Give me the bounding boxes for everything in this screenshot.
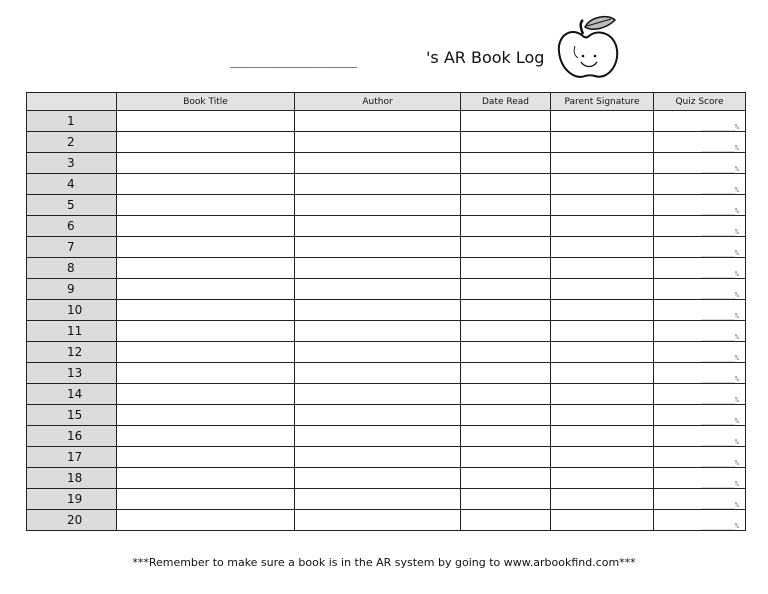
row-number: 17 — [27, 447, 117, 468]
author-cell[interactable] — [295, 279, 461, 300]
book-title-cell[interactable] — [117, 510, 295, 531]
book-title-cell[interactable] — [117, 468, 295, 489]
parent-signature-cell[interactable] — [551, 111, 654, 132]
parent-signature-cell[interactable] — [551, 258, 654, 279]
parent-signature-cell[interactable] — [551, 468, 654, 489]
quiz-score-cell[interactable]: ________% — [654, 489, 746, 510]
book-log-body — [27, 111, 746, 531]
row-number: 8 — [27, 258, 117, 279]
date-read-cell[interactable] — [461, 300, 551, 321]
parent-signature-cell[interactable] — [551, 132, 654, 153]
book-title-cell[interactable] — [117, 195, 295, 216]
row-number: 20 — [27, 510, 117, 531]
table-row — [27, 489, 746, 510]
row-number: 19 — [27, 489, 117, 510]
parent-signature-cell[interactable] — [551, 174, 654, 195]
table-header-row — [27, 93, 746, 111]
author-cell[interactable] — [295, 321, 461, 342]
parent-signature-cell[interactable] — [551, 237, 654, 258]
quiz-score-cell[interactable]: ________% — [654, 426, 746, 447]
author-cell[interactable] — [295, 468, 461, 489]
book-title-cell[interactable] — [117, 111, 295, 132]
quiz-score-cell[interactable]: ________% — [654, 174, 746, 195]
book-title-cell[interactable] — [117, 237, 295, 258]
parent-signature-cell[interactable] — [551, 300, 654, 321]
date-read-cell[interactable] — [461, 216, 551, 237]
table-row — [27, 384, 746, 405]
author-cell[interactable] — [295, 510, 461, 531]
quiz-score-cell[interactable]: ________% — [654, 237, 746, 258]
table-row — [27, 174, 746, 195]
date-read-cell[interactable] — [461, 510, 551, 531]
quiz-score-cell[interactable]: ________% — [654, 195, 746, 216]
book-title-cell[interactable] — [117, 216, 295, 237]
book-title-cell[interactable] — [117, 258, 295, 279]
parent-signature-cell[interactable] — [551, 342, 654, 363]
author-cell[interactable] — [295, 258, 461, 279]
table-row — [27, 279, 746, 300]
date-read-cell[interactable] — [461, 132, 551, 153]
date-read-cell[interactable] — [461, 153, 551, 174]
author-cell[interactable] — [295, 489, 461, 510]
book-title-cell[interactable] — [117, 426, 295, 447]
table-row — [27, 321, 746, 342]
row-number: 14 — [27, 384, 117, 405]
row-number: 4 — [27, 174, 117, 195]
parent-signature-cell[interactable] — [551, 195, 654, 216]
book-title-cell[interactable] — [117, 342, 295, 363]
date-read-cell[interactable] — [461, 489, 551, 510]
parent-signature-cell[interactable] — [551, 384, 654, 405]
parent-signature-cell[interactable] — [551, 363, 654, 384]
author-column-header: Author — [295, 93, 461, 111]
parent-signature-cell[interactable] — [551, 279, 654, 300]
row-number: 7 — [27, 237, 117, 258]
parent-signature-column-header: Parent Signature — [551, 93, 654, 111]
quiz-score-cell[interactable]: ________% — [654, 342, 746, 363]
row-number: 3 — [27, 153, 117, 174]
row-number: 2 — [27, 132, 117, 153]
date-read-cell[interactable] — [461, 447, 551, 468]
quiz-score-cell[interactable]: ________% — [654, 258, 746, 279]
table-row — [27, 468, 746, 489]
date-read-cell[interactable] — [461, 342, 551, 363]
table-row — [27, 153, 746, 174]
author-cell[interactable] — [295, 426, 461, 447]
table-row — [27, 258, 746, 279]
table-row — [27, 195, 746, 216]
author-cell[interactable] — [295, 153, 461, 174]
author-cell[interactable] — [295, 216, 461, 237]
quiz-score-cell[interactable]: ________% — [654, 405, 746, 426]
row-number: 1 — [27, 111, 117, 132]
book-log-table — [26, 92, 746, 531]
table-row — [27, 426, 746, 447]
date-read-cell[interactable] — [461, 279, 551, 300]
row-number: 12 — [27, 342, 117, 363]
date-read-cell[interactable] — [461, 321, 551, 342]
quiz-score-column-header: Quiz Score — [654, 93, 746, 111]
parent-signature-cell[interactable] — [551, 153, 654, 174]
author-cell[interactable] — [295, 195, 461, 216]
parent-signature-cell[interactable] — [551, 321, 654, 342]
quiz-score-cell[interactable]: ________% — [654, 216, 746, 237]
quiz-score-cell[interactable]: ________% — [654, 384, 746, 405]
quiz-score-cell[interactable]: ________% — [654, 300, 746, 321]
date-read-cell[interactable] — [461, 258, 551, 279]
row-number: 13 — [27, 363, 117, 384]
date-read-cell[interactable] — [461, 468, 551, 489]
row-number: 5 — [27, 195, 117, 216]
book-title-cell[interactable] — [117, 153, 295, 174]
quiz-score-cell[interactable]: ________% — [654, 153, 746, 174]
quiz-score-cell[interactable]: ________% — [654, 510, 746, 531]
book-title-cell[interactable] — [117, 384, 295, 405]
date-read-column-header: Date Read — [461, 93, 551, 111]
book-title-cell[interactable] — [117, 300, 295, 321]
author-cell[interactable] — [295, 132, 461, 153]
row-number: 15 — [27, 405, 117, 426]
book-title-cell[interactable] — [117, 363, 295, 384]
footer-note: ***Remember to make sure a book is in the AR system by going to www.arbookfind.com*** — [132, 556, 636, 569]
quiz-score-cell[interactable]: ________% — [654, 321, 746, 342]
parent-signature-cell[interactable] — [551, 489, 654, 510]
table-row — [27, 111, 746, 132]
table-row — [27, 447, 746, 468]
author-cell[interactable] — [295, 384, 461, 405]
quiz-score-cell[interactable]: ________% — [654, 132, 746, 153]
table-row — [27, 300, 746, 321]
table-row — [27, 405, 746, 426]
row-number: 18 — [27, 468, 117, 489]
parent-signature-cell[interactable] — [551, 426, 654, 447]
table-row — [27, 132, 746, 153]
quiz-score-cell[interactable]: ________% — [654, 468, 746, 489]
table-row — [27, 510, 746, 531]
book-title-cell[interactable] — [117, 489, 295, 510]
student-name-blank[interactable]: _________________ — [230, 52, 357, 68]
number-column-header — [27, 93, 117, 111]
book-title-cell[interactable] — [117, 132, 295, 153]
author-cell[interactable] — [295, 300, 461, 321]
row-number: 16 — [27, 426, 117, 447]
book-title-cell[interactable] — [117, 279, 295, 300]
date-read-cell[interactable] — [461, 111, 551, 132]
parent-signature-cell[interactable] — [551, 447, 654, 468]
date-read-cell[interactable] — [461, 426, 551, 447]
date-read-cell[interactable] — [461, 405, 551, 426]
quiz-score-cell[interactable]: ________% — [654, 279, 746, 300]
author-cell[interactable] — [295, 111, 461, 132]
quiz-score-cell[interactable]: ________% — [654, 447, 746, 468]
author-cell[interactable] — [295, 174, 461, 195]
table-row — [27, 237, 746, 258]
date-read-cell[interactable] — [461, 363, 551, 384]
page-header — [0, 40, 768, 80]
quiz-score-cell[interactable]: ________% — [654, 363, 746, 384]
author-cell[interactable] — [295, 363, 461, 384]
author-cell[interactable] — [295, 237, 461, 258]
parent-signature-cell[interactable] — [551, 216, 654, 237]
parent-signature-cell[interactable] — [551, 405, 654, 426]
book-title-cell[interactable] — [117, 174, 295, 195]
apple-icon — [553, 14, 625, 86]
table-row — [27, 363, 746, 384]
quiz-score-cell[interactable]: ________% — [654, 111, 746, 132]
author-cell[interactable] — [295, 405, 461, 426]
author-cell[interactable] — [295, 447, 461, 468]
book-title-cell[interactable] — [117, 321, 295, 342]
row-number: 6 — [27, 216, 117, 237]
date-read-cell[interactable] — [461, 174, 551, 195]
page-title: 's AR Book Log — [426, 48, 545, 67]
table-row — [27, 216, 746, 237]
row-number: 10 — [27, 300, 117, 321]
row-number: 11 — [27, 321, 117, 342]
book-title-cell[interactable] — [117, 447, 295, 468]
parent-signature-cell[interactable] — [551, 510, 654, 531]
book-title-column-header: Book Title — [117, 93, 295, 111]
date-read-cell[interactable] — [461, 195, 551, 216]
date-read-cell[interactable] — [461, 237, 551, 258]
book-title-cell[interactable] — [117, 405, 295, 426]
date-read-cell[interactable] — [461, 384, 551, 405]
table-row — [27, 342, 746, 363]
author-cell[interactable] — [295, 342, 461, 363]
row-number: 9 — [27, 279, 117, 300]
